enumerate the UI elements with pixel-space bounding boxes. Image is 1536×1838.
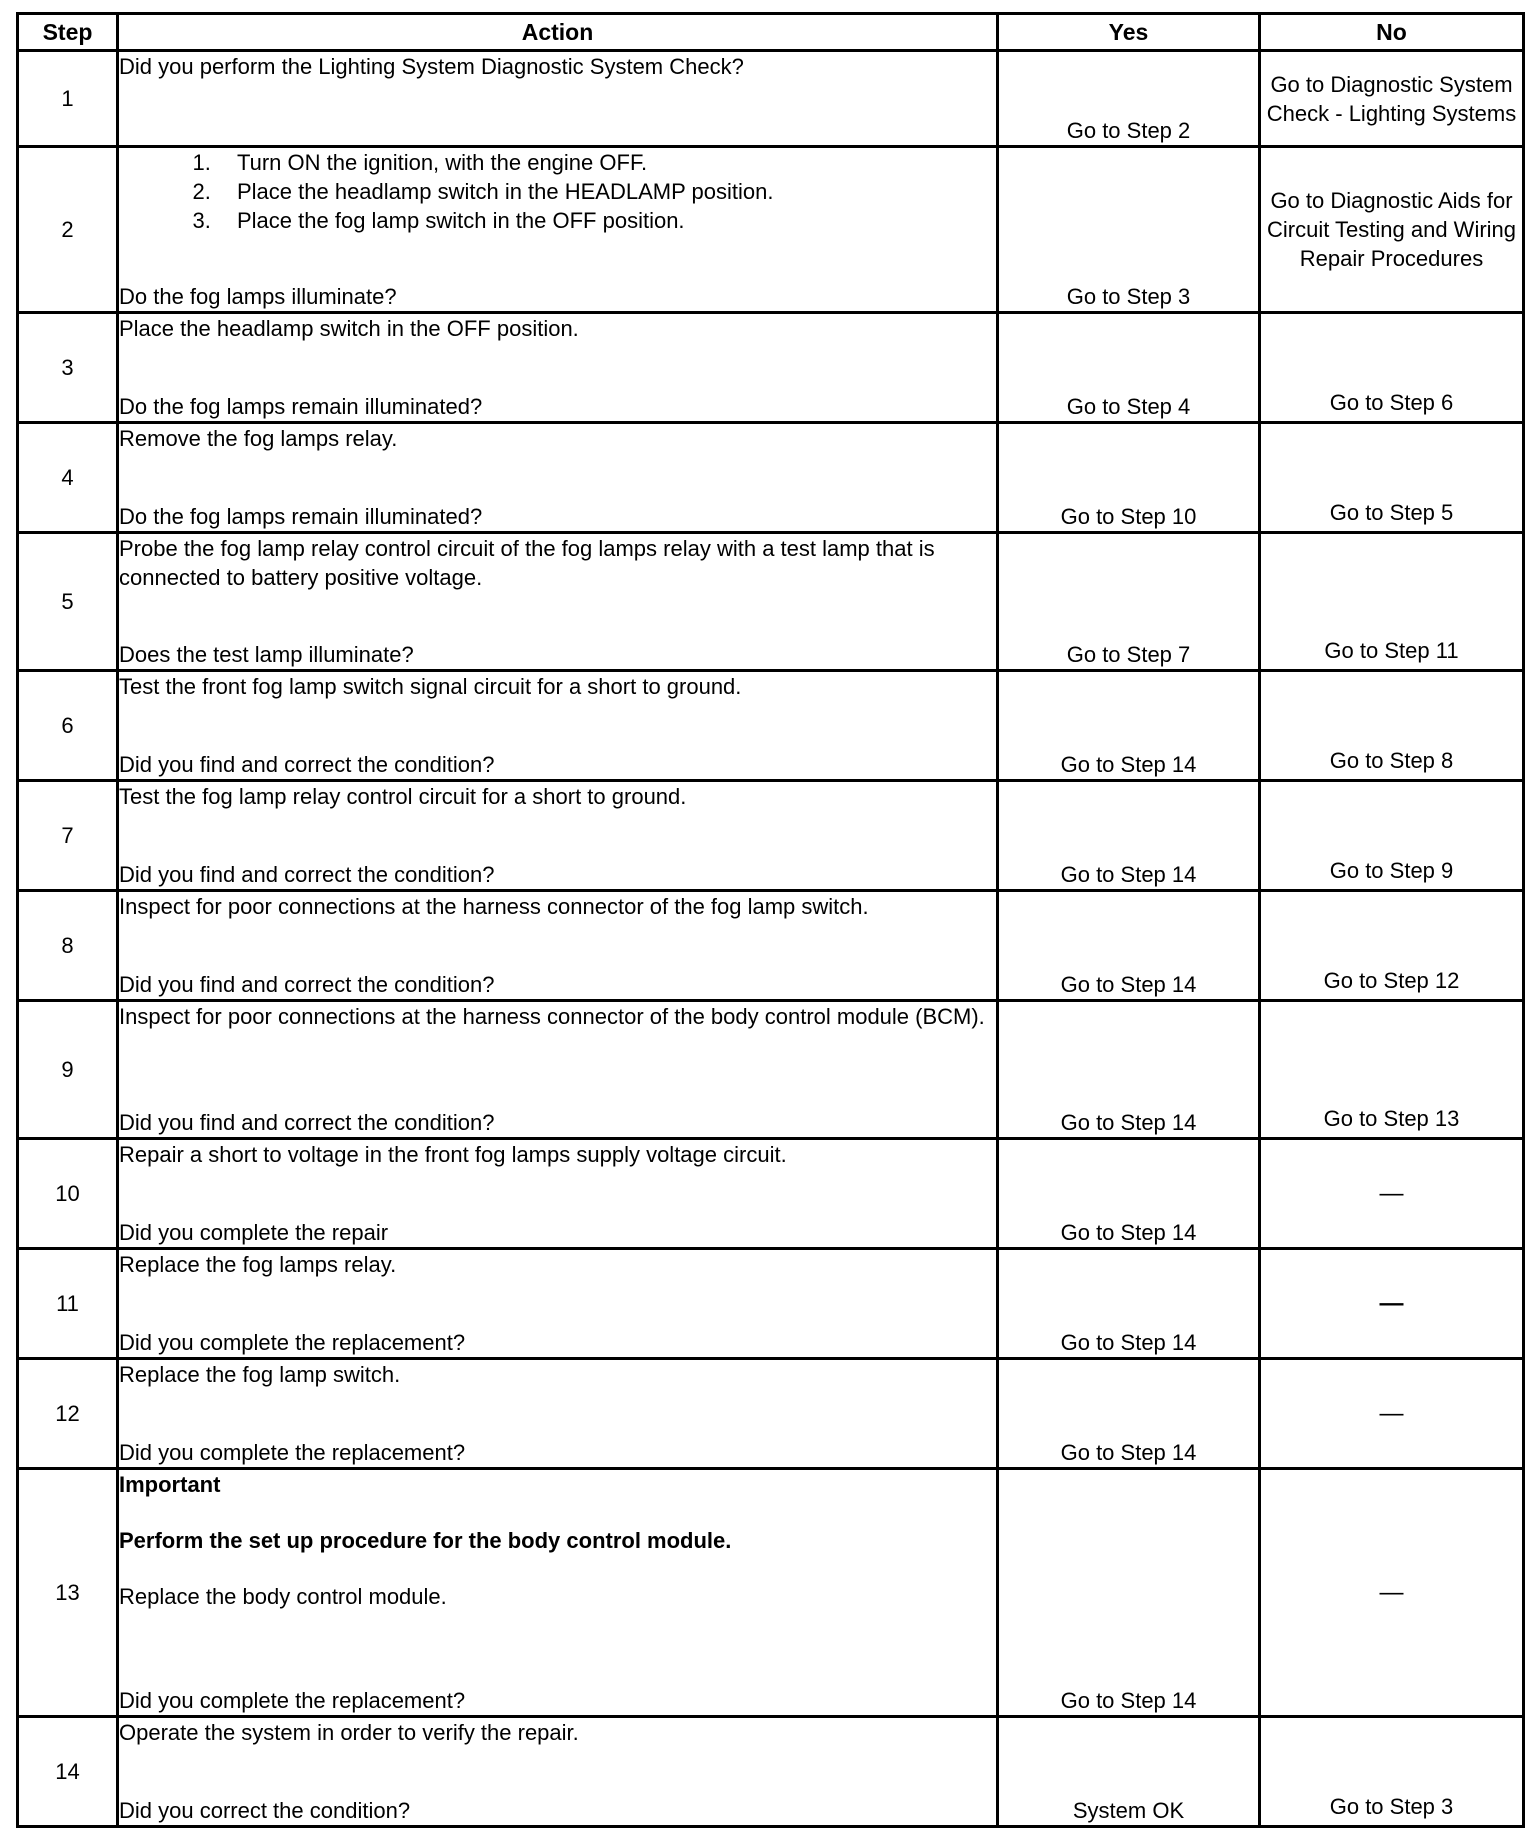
step-number: 1 (18, 51, 118, 147)
yes-cell: Go to Step 14 (998, 1469, 1260, 1717)
action-question: Did you find and correct the condition? (119, 972, 495, 997)
action-text: Did you perform the Lighting System Diagnostic System Check? (119, 54, 744, 79)
yes-cell: Go to Step 14 (998, 671, 1260, 781)
action-question: Did you complete the replacement? (119, 1330, 466, 1355)
action-cell (118, 1139, 998, 1249)
procedure-list (119, 148, 996, 235)
header-yes: Yes (998, 14, 1260, 51)
action-cell (118, 1717, 998, 1827)
table-row (18, 313, 1524, 423)
yes-cell: Go to Step 4 (998, 313, 1260, 423)
important-heading: Important (119, 1472, 221, 1497)
action-cell (118, 1359, 998, 1469)
action-question: Did you complete the replacement? (119, 1440, 466, 1465)
action-cell (118, 781, 998, 891)
header-no: No (1260, 14, 1524, 51)
yes-cell: Go to Step 14 (998, 1139, 1260, 1249)
no-cell: Go to Step 13 (1260, 1001, 1524, 1139)
no-cell: Go to Diagnostic Aids for Circuit Testing and Wiring Repair Procedures (1260, 147, 1524, 313)
action-text: Probe the fog lamp relay control circuit of the fog lamps relay with a test lamp that is connected to battery positive voltage. (119, 536, 935, 590)
important-note: Perform the set up procedure for the body control module. (119, 1528, 732, 1553)
table-row (18, 1359, 1524, 1469)
table-row (18, 147, 1524, 313)
no-cell: — (1260, 1469, 1524, 1717)
action-text: Remove the fog lamps relay. (119, 426, 398, 451)
action-text: Operate the system in order to verify the repair. (119, 1720, 579, 1745)
step-number: 3 (18, 313, 118, 423)
action-cell (118, 533, 998, 671)
header-row (18, 14, 1524, 51)
action-text: Replace the fog lamps relay. (119, 1252, 397, 1277)
table-row (18, 533, 1524, 671)
yes-cell: Go to Step 14 (998, 1249, 1260, 1359)
action-question: Do the fog lamps remain illuminated? (119, 504, 483, 529)
no-cell: Go to Step 5 (1260, 423, 1524, 533)
action-cell (118, 891, 998, 1001)
table-row (18, 423, 1524, 533)
no-cell: — (1260, 1359, 1524, 1469)
action-text: Test the fog lamp relay control circuit for a short to ground. (119, 784, 687, 809)
action-question: Did you complete the repair (119, 1220, 389, 1245)
step-number: 12 (18, 1359, 118, 1469)
table-row (18, 671, 1524, 781)
table-row (18, 1139, 1524, 1249)
yes-cell: Go to Step 10 (998, 423, 1260, 533)
action-question: Did you find and correct the condition? (119, 752, 495, 777)
no-cell: Go to Step 9 (1260, 781, 1524, 891)
action-text: Place the headlamp switch in the OFF position. (119, 316, 579, 341)
table-row (18, 1001, 1524, 1139)
yes-cell: Go to Step 2 (998, 51, 1260, 147)
action-text: Inspect for poor connections at the harness connector of the fog lamp switch. (119, 894, 869, 919)
no-cell: Go to Diagnostic System Check - Lighting Systems (1260, 51, 1524, 147)
yes-cell: Go to Step 14 (998, 1001, 1260, 1139)
header-step: Step (18, 14, 118, 51)
table-row (18, 891, 1524, 1001)
step-number: 5 (18, 533, 118, 671)
table-row (18, 1249, 1524, 1359)
table-row (18, 51, 1524, 147)
table-row (18, 1469, 1524, 1717)
list-item: 2. Place the headlamp switch in the HEADLAMP position. (217, 177, 996, 206)
step-number: 11 (18, 1249, 118, 1359)
action-cell (118, 1001, 998, 1139)
step-number: 2 (18, 147, 118, 313)
action-question: Did you find and correct the condition? (119, 862, 495, 887)
yes-cell: Go to Step 14 (998, 1359, 1260, 1469)
yes-cell: System OK (998, 1717, 1260, 1827)
list-item: 1. Turn ON the ignition, with the engine OFF. (217, 148, 996, 177)
action-text: Inspect for poor connections at the harness connector of the body control module (BCM). (119, 1004, 985, 1029)
header-action: Action (118, 14, 998, 51)
action-cell (118, 1249, 998, 1359)
action-cell (118, 671, 998, 781)
no-cell: Go to Step 3 (1260, 1717, 1524, 1827)
yes-cell: Go to Step 3 (998, 147, 1260, 313)
action-text: Repair a short to voltage in the front fog lamps supply voltage circuit. (119, 1142, 787, 1167)
action-cell (118, 313, 998, 423)
action-cell (118, 51, 998, 147)
step-number: 8 (18, 891, 118, 1001)
action-text: Replace the body control module. (119, 1584, 447, 1609)
action-question: Do the fog lamps remain illuminated? (119, 394, 483, 419)
no-cell: Go to Step 11 (1260, 533, 1524, 671)
action-question: Did you correct the condition? (119, 1798, 411, 1823)
no-cell: Go to Step 8 (1260, 671, 1524, 781)
no-cell: — (1260, 1139, 1524, 1249)
action-text: Test the front fog lamp switch signal circuit for a short to ground. (119, 674, 742, 699)
step-number: 14 (18, 1717, 118, 1827)
step-number: 13 (18, 1469, 118, 1717)
action-question: Does the test lamp illuminate? (119, 642, 414, 667)
step-number: 9 (18, 1001, 118, 1139)
action-cell (118, 423, 998, 533)
action-cell (118, 147, 998, 313)
action-question: Do the fog lamps illuminate? (119, 284, 397, 309)
table-row (18, 781, 1524, 891)
no-cell: Go to Step 12 (1260, 891, 1524, 1001)
step-number: 4 (18, 423, 118, 533)
step-number: 7 (18, 781, 118, 891)
yes-cell: Go to Step 14 (998, 891, 1260, 1001)
no-cell: — (1260, 1249, 1524, 1359)
action-text: Replace the fog lamp switch. (119, 1362, 401, 1387)
table-row (18, 1717, 1524, 1827)
no-cell: Go to Step 6 (1260, 313, 1524, 423)
action-question: Did you find and correct the condition? (119, 1110, 495, 1135)
action-question: Did you complete the replacement? (119, 1688, 466, 1713)
list-item: 3. Place the fog lamp switch in the OFF position. (217, 206, 996, 235)
step-number: 6 (18, 671, 118, 781)
action-cell (118, 1469, 998, 1717)
yes-cell: Go to Step 14 (998, 781, 1260, 891)
step-number: 10 (18, 1139, 118, 1249)
diagnostic-table (16, 12, 1525, 1828)
yes-cell: Go to Step 7 (998, 533, 1260, 671)
